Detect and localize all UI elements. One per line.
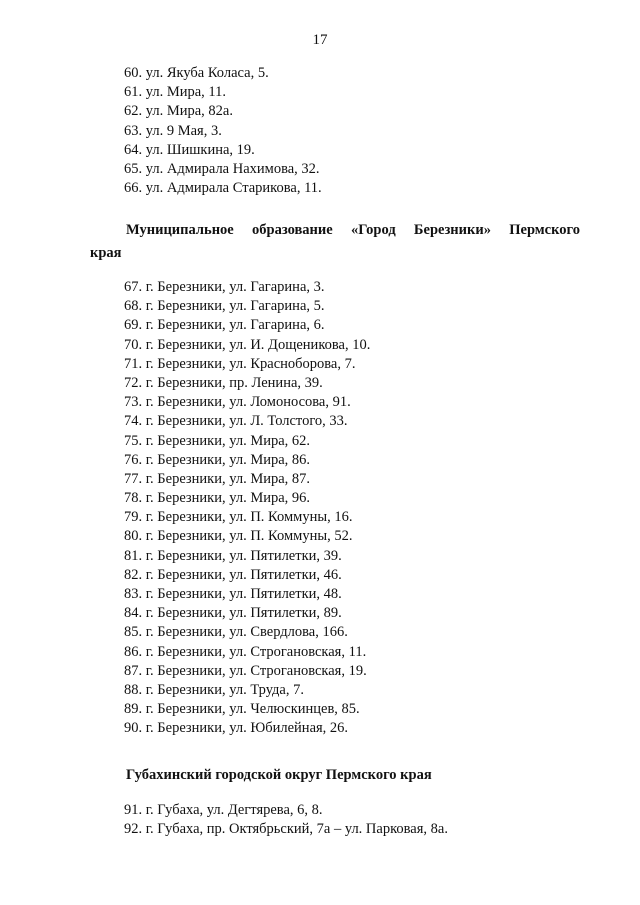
address-list-berezniki (124, 278, 370, 739)
address-list-item: 62. ул. Мира, 82а. (124, 103, 233, 120)
address-list-item: 89. г. Березники, ул. Челюскинцев, 85. (124, 701, 360, 718)
address-list-item: 61. ул. Мира, 11. (124, 84, 227, 101)
address-list-item: 87. г. Березники, ул. Строгановская, 19. (124, 662, 367, 679)
address-list-item: 64. ул. Шишкина, 19. (124, 141, 255, 158)
section-heading-gubakha: Губахинский городской округ Пермского края (126, 767, 432, 783)
address-list-item: 79. г. Березники, ул. П. Коммуны, 16. (124, 509, 353, 526)
address-list-item: 76. г. Березники, ул. Мира, 86. (124, 451, 311, 468)
address-list-item: 63. ул. 9 Мая, 3. (124, 122, 222, 139)
address-list-item: 69. г. Березники, ул. Гагарина, 6. (124, 317, 325, 334)
address-list-item: 78. г. Березники, ул. Мира, 96. (124, 490, 311, 507)
address-list-item: 90. г. Березники, ул. Юбилейная, 26. (124, 720, 349, 737)
address-list-item: 84. г. Березники, ул. Пятилетки, 89. (124, 605, 342, 622)
address-list-item: 82. г. Березники, ул. Пятилетки, 46. (124, 566, 342, 583)
address-list-item: 67. г. Березники, ул. Гагарина, 3. (124, 279, 325, 295)
address-list-item: 72. г. Березники, пр. Ленина, 39. (124, 374, 323, 391)
address-list-item: 86. г. Березники, ул. Строгановская, 11. (124, 643, 367, 660)
address-list-item: 66. ул. Адмирала Старикова, 11. (124, 180, 322, 197)
address-list-item: 92. г. Губаха, пр. Октябрьский, 7а – ул. Парковая, 8а. (124, 821, 448, 838)
address-list-item: 70. г. Березники, ул. И. Дощеникова, 10. (124, 336, 371, 353)
address-list-item: 60. ул. Якуба Коласа, 5. (124, 65, 269, 81)
address-list-item: 88. г. Березники, ул. Труда, 7. (124, 681, 304, 698)
address-list-item: 77. г. Березники, ул. Мира, 87. (124, 470, 311, 487)
address-list-item: 68. г. Березники, ул. Гагарина, 5. (124, 298, 325, 315)
address-list-item: 74. г. Березники, ул. Л. Толстого, 33. (124, 413, 348, 430)
address-list-item: 85. г. Березники, ул. Свердлова, 166. (124, 624, 348, 641)
address-list-item: 65. ул. Адмирала Нахимова, 32. (124, 160, 320, 177)
address-list-item: 75. г. Березники, ул. Мира, 62. (124, 432, 311, 449)
page-number: 17 (312, 32, 328, 48)
address-list-item: 80. г. Березники, ул. П. Коммуны, 52. (124, 528, 353, 545)
address-list-item: 71. г. Березники, ул. Красноборова, 7. (124, 355, 356, 372)
section-heading-berezniki: Муниципальное образование «Город Березники» Пермского (126, 222, 580, 238)
address-list-item: 83. г. Березники, ул. Пятилетки, 48. (124, 586, 342, 602)
address-list-item: 81. г. Березники, ул. Пятилетки, 39. (124, 547, 342, 564)
address-list-item: 73. г. Березники, ул. Ломоносова, 91. (124, 394, 351, 411)
address-list-item: 91. г. Губаха, ул. Дегтярева, 6, 8. (124, 802, 323, 818)
address-list-gubakha (124, 801, 448, 839)
section-heading-berezniki-continuation: края (90, 245, 122, 261)
address-list-section-1 (124, 64, 322, 198)
